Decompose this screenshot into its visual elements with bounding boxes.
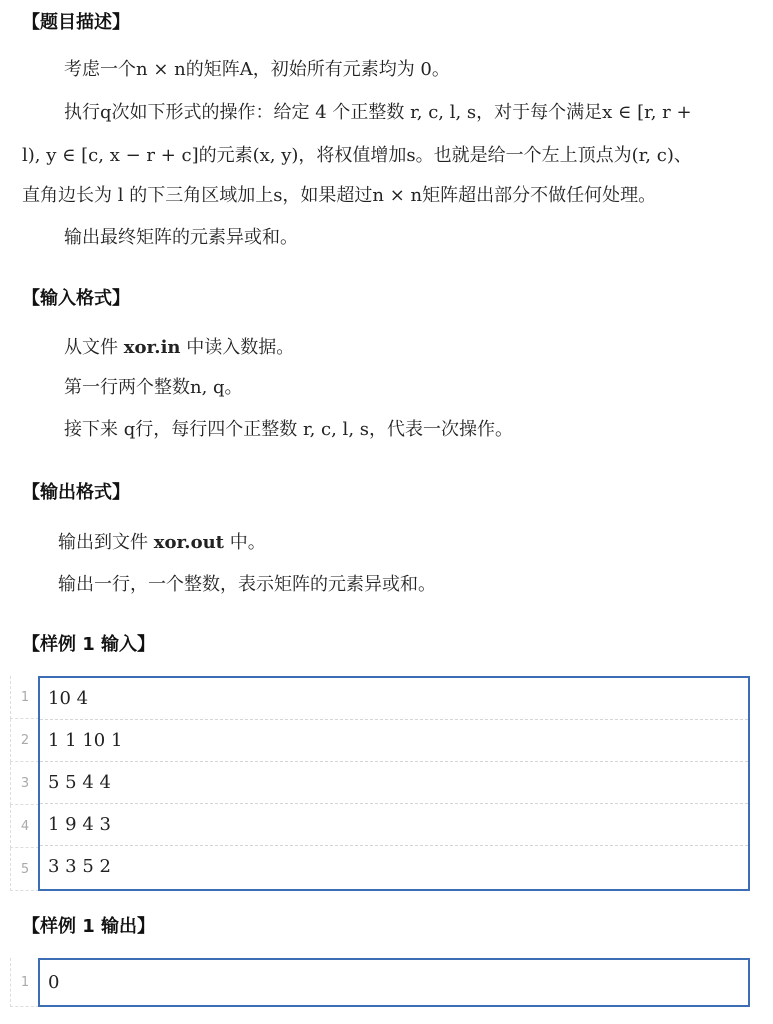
- code-line: 10 4: [40, 678, 748, 720]
- sample-input-heading: 【样例 1 输入】: [22, 634, 156, 655]
- code-line: 3 3 5 2: [48, 856, 111, 877]
- sample-input-line-numbers: [10, 676, 38, 891]
- code-line: 1 9 4 3: [40, 804, 748, 846]
- code-line: 5 5 4 4: [40, 762, 748, 804]
- description-p1: 考虑一个n × n的矩阵A，初始所有元素均为 0。: [64, 59, 450, 80]
- description-p2a: 执行q次如下形式的操作：给定 4 个正整数 r, c, l, s，对于每个满足x ∈ [r, r +: [64, 102, 692, 123]
- description-heading: 【题目描述】: [22, 12, 130, 33]
- input-format-line-3: 接下来 q行，每行四个正整数 r, c, l, s，代表一次操作。: [64, 419, 513, 440]
- output-filename: xor.out: [153, 532, 224, 553]
- output-format-heading: 【输出格式】: [22, 482, 130, 503]
- description-p3: 输出最终矩阵的元素异或和。: [64, 227, 298, 248]
- sample-input-code: [38, 676, 750, 891]
- input-format-heading: 【输入格式】: [22, 288, 130, 309]
- input-format-line-1: 从文件 xor.in 中读入数据。: [64, 337, 295, 358]
- line-number: 4: [10, 805, 39, 848]
- sample-output-heading: 【样例 1 输出】: [22, 916, 156, 937]
- sample-output-block: [10, 958, 750, 1007]
- line-number: 3: [10, 762, 39, 805]
- code-line: 1 1 10 1: [40, 720, 748, 762]
- sample-output-line-numbers: [10, 958, 38, 1007]
- line-number: 1: [10, 958, 39, 1007]
- description-p2b: l), y ∈ [c, x − r + c]的元素(x, y)，将权值增加s。也就是给一个左上顶点为(r, c)、: [22, 145, 692, 166]
- sample-input-block: [10, 676, 750, 891]
- output-format-line-1: 输出到文件 xor.out 中。: [58, 532, 266, 553]
- output-format-line-2: 输出一行，一个整数，表示矩阵的元素异或和。: [58, 574, 436, 595]
- line-number: 1: [10, 676, 39, 719]
- sample-output-code: [38, 958, 750, 1007]
- line-number: 5: [10, 848, 39, 891]
- code-line: 0: [48, 971, 60, 993]
- line-number: 2: [10, 719, 39, 762]
- description-p2c: 直角边长为 l 的下三角区域加上s，如果超过n × n矩阵超出部分不做任何处理。: [22, 185, 657, 206]
- input-format-line-2: 第一行两个整数n, q。: [64, 377, 243, 398]
- input-filename: xor.in: [123, 337, 181, 358]
